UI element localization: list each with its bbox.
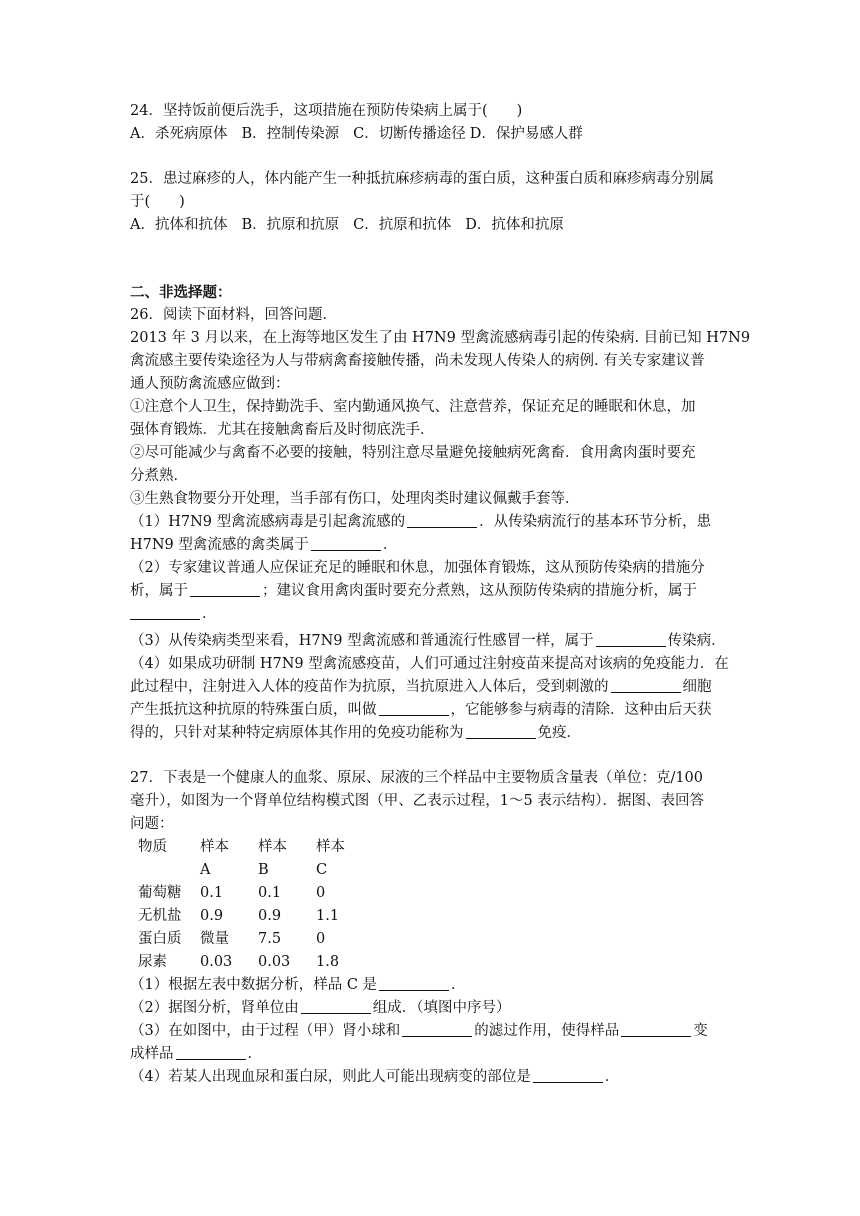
table-row (138, 882, 374, 905)
q26-sub3 (130, 630, 730, 653)
table-row (138, 951, 374, 974)
q27-sub2-text: 组成．（填图中序号） (372, 1000, 511, 1016)
q27-sub3-text: （3）在如图中，由于过程（甲）肾小球和 (130, 1023, 401, 1039)
q26-sub2: （2）专家建议普通人应保证充足的睡眠和休息，加强体育锻炼，这从预防传染病的措施分 (130, 560, 705, 576)
answer-blank[interactable] (130, 605, 200, 620)
q24-options (130, 123, 730, 146)
table-header-cell (138, 859, 200, 882)
answer-blank[interactable] (301, 999, 371, 1014)
table-cell: 7.5 (258, 931, 282, 947)
q26-sub1-text: ．从传染病流行的基本环节分析，患 (479, 514, 712, 530)
q27-sub3-text: ． (247, 1046, 262, 1062)
q25-options (130, 214, 730, 237)
q25-stem: 25．患过麻疹的人，体内能产生一种抵抗麻疹病毒的蛋白质，这种蛋白质和麻疹病毒分别属 (130, 171, 714, 187)
table-header-row (138, 859, 374, 882)
q26-sub4-text: 免疫． (537, 725, 581, 741)
answer-blank[interactable] (621, 1022, 691, 1037)
q27-sub4-text: （4）若某人出现血尿和蛋白尿，则此人可能出现病变的部位是 (130, 1069, 531, 1085)
q27-sub4-text: ． (604, 1069, 620, 1085)
q26-sub2-text: ． (202, 606, 217, 622)
answer-blank[interactable] (311, 536, 381, 551)
q26-sub3-text: （3）从传染病类型来看，H7N9 型禽流感和普通流行性感冒一样，属于 (130, 633, 594, 649)
q25-option-b[interactable]: B．抗原和抗原 (241, 217, 340, 233)
table-cell: 0 (316, 885, 326, 901)
q26-sub2-text: 析，属于 (130, 583, 188, 599)
section-heading: 二、非选择题： (130, 284, 232, 301)
q27-sub3-cont (130, 1043, 730, 1066)
q26-sub4-text: ，它能够参与病毒的清除．这种由后天获 (450, 702, 712, 718)
q26-sub2-cont (130, 580, 730, 603)
q24-option-b[interactable]: B．控制传染源 (241, 126, 340, 142)
q27-sub1 (130, 974, 730, 997)
document-page (130, 100, 751, 1089)
answer-blank[interactable] (190, 582, 260, 597)
q25-option-d[interactable]: D．抗体和抗原 (465, 217, 564, 233)
q26-sub1-cont (130, 534, 730, 557)
q27-sub3-text: 成样品 (130, 1046, 174, 1062)
q27-sub3-text: 的滤过作用，使得样品 (474, 1023, 620, 1039)
table-row (138, 928, 374, 951)
q26-sub1-text: （1）H7N9 型禽流感病毒是引起禽流感的 (130, 514, 406, 530)
table-cell: 0 (316, 931, 326, 947)
q26-material-line: 2013 年 3 月以来，在上海等地区发生了由 H7N9 型禽流感病毒引起的传染病. 目前已知 H7N9 (130, 330, 751, 346)
table-header-cell: 样本 (316, 839, 345, 855)
table-header-cell: C (316, 862, 328, 878)
q25-stem-cont: 于( ) (130, 194, 185, 210)
q26-sub1 (130, 511, 730, 534)
q27-stem-cont: 问题： (130, 816, 174, 832)
q26-measure-3: ③生熟食物要分开处理，当手部有伤口，处理肉类时建议佩戴手套等． (130, 491, 580, 507)
table-cell: 蛋白质 (138, 931, 182, 947)
q26-sub3-text: 传染病． (667, 633, 726, 649)
table-cell: 无机盐 (138, 908, 182, 924)
q26-sub4-cont (130, 676, 730, 699)
q26-sub4-cont (130, 722, 730, 745)
answer-blank[interactable] (407, 513, 477, 528)
table-header-cell: B (258, 862, 269, 878)
q27-sub1-text: ． (451, 977, 466, 993)
table-header-row (138, 836, 374, 859)
answer-blank[interactable] (533, 1068, 603, 1083)
q26-sub1-text: ． (382, 537, 398, 553)
q27-sub2-text: （2）据图分析，肾单位由 (130, 1000, 299, 1016)
table-cell: 0.9 (258, 908, 282, 924)
answer-blank[interactable] (611, 678, 681, 693)
q26-sub4-text: 得的，只针对某种特定病原体其作用的免疫功能称为 (130, 725, 464, 741)
q26-sub4-text: 产生抵抗这种抗原的特殊蛋白质，叫做 (130, 702, 377, 718)
table-cell: 1.8 (316, 954, 340, 970)
q24-option-a[interactable]: A．杀死病原体 (130, 126, 228, 142)
answer-blank[interactable] (466, 724, 536, 739)
q26-measure-2: ②尽可能减少与禽畜不必要的接触，特别注意尽量避免接触病死禽畜．食用禽肉蛋时要充 (130, 445, 696, 461)
table-header-cell: A (200, 862, 211, 878)
answer-blank[interactable] (402, 1022, 472, 1037)
q26-measure-1: ①注意个人卫生，保持勤洗手、室内勤通风换气、注意营养，保证充足的睡眠和休息，加 (130, 399, 696, 415)
q27-sub1-text: （1）根据左表中数据分析，样品 C 是 (130, 977, 378, 993)
table-cell: 1.1 (316, 908, 340, 924)
table-cell: 尿素 (138, 954, 167, 970)
table-cell: 0.1 (258, 885, 282, 901)
q26-sub4-text: 细胞 (682, 679, 712, 695)
q27-stem: 27．下表是一个健康人的血浆、原尿、尿液的三个样品中主要物质含量表（单位：克/100 (130, 770, 704, 786)
answer-blank[interactable] (379, 701, 449, 716)
q24-option-d[interactable]: D．保护易感人群 (469, 126, 583, 142)
q25-option-a[interactable]: A．抗体和抗体 (130, 217, 228, 233)
substance-table (138, 836, 374, 974)
q26-measure-1-cont: 强体育锻炼．尤其在接触禽畜后及时彻底洗手． (130, 422, 435, 438)
q26-intro: 26．阅读下面材料，回答问题． (130, 307, 337, 323)
answer-blank[interactable] (596, 632, 666, 647)
q24-stem: 24．坚持饭前便后洗手，这项措施在预防传染病上属于( ) (130, 103, 523, 119)
answer-blank[interactable] (176, 1045, 246, 1060)
table-header-cell: 样本 (200, 839, 229, 855)
table-header-cell: 物质 (138, 839, 167, 855)
q27-stem-cont: 毫升），如图为一个肾单位结构模式图（甲、乙表示过程，1～5 表示结构）．据图、表回答 (130, 793, 705, 809)
answer-blank[interactable] (379, 976, 449, 991)
q25-option-c[interactable]: C．抗原和抗体 (353, 217, 452, 233)
table-cell: 葡萄糖 (138, 885, 182, 901)
q26-material-line: 通人预防禽流感应做到： (130, 376, 290, 392)
table-cell: 0.03 (200, 954, 233, 970)
q27-sub2 (130, 997, 730, 1020)
table-cell: 0.1 (200, 885, 224, 901)
table-row (138, 905, 374, 928)
q27-sub3-text: 变 (693, 1023, 708, 1039)
q26-measure-2-cont: 分煮熟． (130, 468, 188, 484)
table-cell: 微量 (200, 931, 229, 947)
q26-sub4-cont (130, 699, 730, 722)
q26-sub4: （4）如果成功研制 H7N9 型禽流感疫苗，人们可通过注射疫苗来提高对该病的免疫能力．在 (130, 656, 729, 672)
q26-material-line: 禽流感主要传染途径为人与带病禽畜接触传播，尚未发现人传染人的病例. 有关专家建议普 (130, 353, 705, 369)
table-cell: 0.9 (200, 908, 224, 924)
q24-option-c[interactable]: C．切断传播途径 (353, 126, 466, 142)
table-cell: 0.03 (258, 954, 291, 970)
q26-sub1-text: H7N9 型禽流感的禽类属于 (130, 537, 309, 553)
q26-sub2-text: ；建议食用禽肉蛋时要充分煮熟，这从预防传染病的措施分析，属于 (262, 583, 697, 599)
table-header-cell: 样本 (258, 839, 287, 855)
q27-sub4 (130, 1066, 730, 1089)
q27-sub3 (130, 1020, 730, 1043)
q26-sub2-cont2 (130, 603, 730, 626)
q26-sub4-text: 此过程中，注射进入人体的疫苗作为抗原，当抗原进入人体后，受到刺激的 (130, 679, 609, 695)
